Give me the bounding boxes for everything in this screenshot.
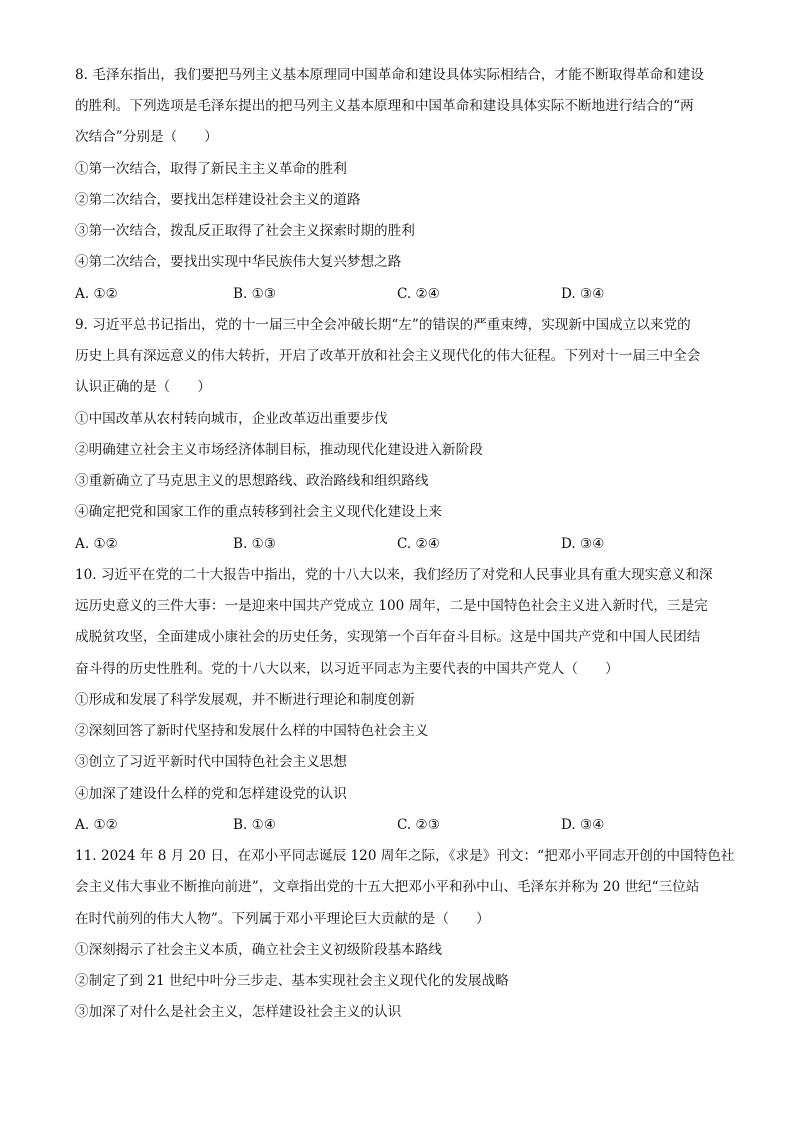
option-a[interactable]: A. ①②: [75, 286, 118, 302]
question-11-statement-2: ②制定了到 21 世纪中叶分三步走、基本实现社会主义现代化的发展战略: [75, 973, 509, 989]
question-10-statement-4: ④加深了建设什么样的党和怎样建设党的认识: [75, 786, 347, 802]
option-c[interactable]: C. ②③: [397, 817, 440, 833]
question-9-stem-line-3: 认识正确的是（ ）: [75, 379, 211, 395]
question-10-stem-line-3: 成脱贫攻坚，全面建成小康社会的历史任务，实现第一个百年奋斗目标。这是中国共产党和中国人民团结: [75, 629, 701, 645]
option-c[interactable]: C. ②④: [397, 286, 440, 302]
question-11-stem-line-2: 会主义伟大事业不断推向前进”，文章指出党的十五大把邓小平和孙中山、毛泽东并称为 20 世纪“三位站: [75, 879, 700, 895]
question-9-statement-4: ④确定把党和国家工作的重点转移到社会主义现代化建设上来: [75, 504, 443, 520]
question-8-stem-line-1: 8. 毛泽东指出，我们要把马列主义基本原理同中国革命和建设具体实际相结合，才能不断取得革命和建设: [75, 67, 705, 83]
question-11-stem-line-3: 在时代前列的伟大人物”。下列属于邓小平理论巨大贡献的是（ ）: [75, 911, 490, 927]
option-d[interactable]: D. ③④: [561, 286, 605, 302]
question-10-statement-3: ③创立了习近平新时代中国特色社会主义思想: [75, 754, 347, 770]
question-11-statement-3: ③加深了对什么是社会主义，怎样建设社会主义的认识: [75, 1004, 402, 1020]
option-d[interactable]: D. ③④: [561, 817, 605, 833]
option-b[interactable]: B. ①④: [233, 817, 277, 833]
option-d[interactable]: D. ③④: [561, 536, 605, 552]
option-a[interactable]: A. ①②: [75, 536, 118, 552]
question-8-statement-4: ④第二次结合，要找出实现中华民族伟大复兴梦想之路: [75, 254, 402, 270]
question-8-options: [75, 284, 735, 304]
question-9-statement-1: ①中国改革从农村转向城市，企业改革迈出重要步伐: [75, 411, 388, 427]
question-9-statement-3: ③重新确立了马克思主义的思想路线、政治路线和组织路线: [75, 473, 429, 489]
option-b[interactable]: B. ①③: [233, 536, 277, 552]
question-10-options: [75, 815, 735, 835]
question-11-statement-1: ①深刻揭示了社会主义本质，确立社会主义初级阶段基本路线: [75, 942, 443, 958]
option-c[interactable]: C. ②④: [397, 536, 440, 552]
question-11-stem-line-1: 11. 2024 年 8 月 20 日，在邓小平同志诞辰 120 周年之际，《求是》刊文：“把邓小平同志开创的中国特色社: [75, 848, 734, 864]
option-a[interactable]: A. ①②: [75, 817, 118, 833]
question-8-statement-3: ③第一次结合，拨乱反正取得了社会主义探索时期的胜利: [75, 223, 415, 239]
question-9-stem-line-1: 9. 习近平总书记指出，党的十一届三中全会冲破长期“左”的错误的严重束缚，实现新中国成立以来党的: [75, 317, 691, 333]
question-8-stem-line-3: 次结合”分别是（ ）: [75, 129, 218, 145]
question-9-stem-line-2: 历史上具有深远意义的伟大转折，开启了改革开放和社会主义现代化的伟大征程。下列对十一届三中全会: [75, 348, 701, 364]
question-9-options: [75, 534, 735, 554]
question-10-stem-line-2: 远历史意义的三件大事：一是迎来中国共产党成立 100 周年，二是中国特色社会主义进入新时代，三是完: [75, 598, 708, 614]
question-10-stem-line-4: 奋斗得的历史性胜利。党的十八大以来，以习近平同志为主要代表的中国共产党人（ ）: [75, 661, 619, 677]
question-8-statement-1: ①第一次结合，取得了新民主主义革命的胜利: [75, 161, 347, 177]
question-10-stem-line-1: 10. 习近平在党的二十大报告中指出，党的十八大以来，我们经历了对党和人民事业具有重大现实意义和深: [75, 567, 713, 583]
question-8-stem-line-2: 的胜利。下列选项是毛泽东提出的把马列主义基本原理和中国革命和建设具体实际不断地进行结合的“两: [75, 98, 694, 114]
question-8-statement-2: ②第二次结合，要找出怎样建设社会主义的道路: [75, 192, 361, 208]
question-9-statement-2: ②明确建立社会主义市场经济体制目标，推动现代化建设进入新阶段: [75, 442, 483, 458]
option-b[interactable]: B. ①③: [233, 286, 277, 302]
question-10-statement-1: ①形成和发展了科学发展观，并不断进行理论和制度创新: [75, 692, 415, 708]
question-10-statement-2: ②深刻回答了新时代坚持和发展什么样的中国特色社会主义: [75, 723, 429, 739]
